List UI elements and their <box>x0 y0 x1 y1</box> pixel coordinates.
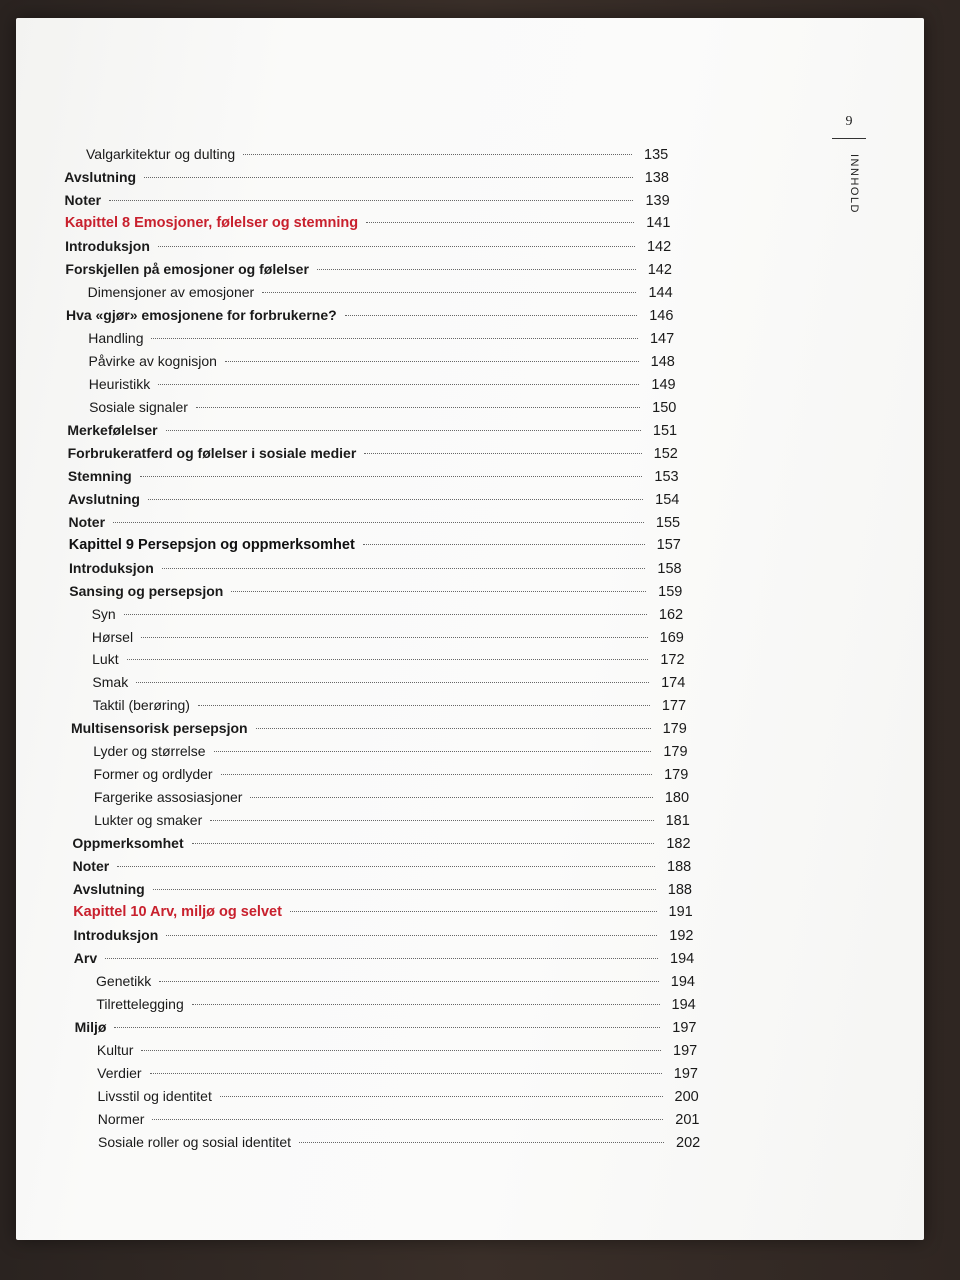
toc-page-number: 172 <box>660 652 685 669</box>
toc-page-number: 151 <box>652 422 678 439</box>
toc-page-number: 169 <box>659 629 684 646</box>
toc-page-number: 194 <box>670 951 695 968</box>
toc-entry-label: Avslutning <box>68 490 140 507</box>
toc-page-number: 188 <box>667 859 692 876</box>
toc-entry-label: Handling <box>88 329 144 346</box>
toc-page-number: 159 <box>658 583 683 600</box>
dot-leader <box>140 476 643 477</box>
toc-page-number: 150 <box>652 399 677 416</box>
toc-entry <box>98 1111 706 1131</box>
dot-leader <box>196 407 640 408</box>
dot-leader <box>166 430 641 431</box>
toc-entry <box>86 146 674 166</box>
toc-chapter-heading <box>65 215 676 235</box>
toc-entry-label: Merkefølelser <box>67 421 158 438</box>
toc-entry-label: Introduksjon <box>73 927 159 944</box>
toc-page-number: 147 <box>649 330 675 347</box>
toc-page-number: 179 <box>664 767 689 784</box>
dot-leader <box>231 591 646 592</box>
toc-entry-label: Forskjellen på emosjoner og følelser <box>65 260 309 277</box>
toc-entry <box>69 560 687 580</box>
toc-entry-label: Valgarkitektur og dulting <box>86 146 236 162</box>
toc-entry-label: Normer <box>97 1111 145 1128</box>
toc-page-number: 194 <box>671 997 696 1014</box>
toc-page-number: 201 <box>675 1112 700 1129</box>
toc-entry-label: Introduksjon <box>65 237 150 254</box>
toc-entry-label: Hva «gjør» emosjonene for forbrukerne? <box>65 306 337 323</box>
toc-entry <box>94 789 695 809</box>
toc-page-number: 162 <box>658 606 684 623</box>
dot-leader <box>214 751 652 752</box>
toc-entry-label: Avslutning <box>72 881 145 898</box>
toc-page-number: 142 <box>646 238 672 255</box>
toc-entry-label: Tilrettelegging <box>96 996 184 1013</box>
toc-entry-label: Dimensjoner av emosjoner <box>87 283 255 300</box>
toc-entry <box>94 766 695 786</box>
toc-page-number: 191 <box>668 904 693 921</box>
toc-entry-label: Oppmerksomhet <box>72 835 184 852</box>
toc-entry-label: Påvirke av kognisjon <box>88 352 217 369</box>
dot-leader <box>243 154 632 155</box>
toc-entry <box>88 284 679 304</box>
dot-leader <box>151 338 637 339</box>
toc-page-number: 146 <box>649 307 674 324</box>
toc-entry <box>64 169 674 189</box>
toc-page-number: 179 <box>662 721 687 738</box>
toc-entry-label: Fargerike assosiasjoner <box>93 789 243 806</box>
toc-entry <box>93 697 692 717</box>
toc-entry-label: Lyder og størrelse <box>93 743 206 760</box>
toc-entry-label: Stemning <box>67 467 132 484</box>
toc-entry <box>97 1088 704 1108</box>
toc-entry <box>96 996 701 1016</box>
toc-entry <box>89 399 682 419</box>
toc-entry-label: Arv <box>73 950 98 967</box>
toc-entry <box>93 743 693 763</box>
toc-entry <box>89 353 681 373</box>
toc-entry-label: Kapittel 8 Emosjoner, følelser og stemning <box>64 214 359 231</box>
dot-leader <box>153 889 656 890</box>
dot-leader <box>141 1050 661 1051</box>
toc-entry-label: Lukter og smaker <box>94 812 203 829</box>
toc-page-number: 197 <box>673 1043 698 1060</box>
toc-entry <box>94 812 695 832</box>
toc-page-number: 144 <box>648 284 673 301</box>
toc-chapter-heading <box>73 904 698 924</box>
toc-entry <box>92 651 690 671</box>
dot-leader <box>152 1119 663 1120</box>
dot-leader <box>109 200 633 201</box>
toc-page-number: 149 <box>651 376 676 393</box>
dot-leader <box>363 544 645 545</box>
dot-leader <box>159 981 658 982</box>
toc-entry-label: Sosiale roller og sosial identitet <box>98 1134 291 1150</box>
toc-page-number: 182 <box>666 836 691 853</box>
dot-leader <box>192 1004 660 1005</box>
toc-entry <box>72 835 696 855</box>
toc-page-number: 158 <box>657 560 682 577</box>
dot-leader <box>113 522 644 523</box>
toc-entry <box>96 973 701 993</box>
toc-entry-label: Kapittel 9 Persepsjon og oppmerksomhet <box>68 536 355 553</box>
toc-entry <box>73 927 699 947</box>
dot-leader <box>117 866 655 867</box>
toc-entry <box>73 858 697 878</box>
dot-leader <box>166 935 657 936</box>
dot-leader <box>345 315 638 316</box>
toc-entry <box>92 674 691 694</box>
toc-page-number: 157 <box>656 536 681 553</box>
dot-leader <box>158 384 639 385</box>
toc-entry-label: Kultur <box>96 1042 134 1059</box>
dot-leader <box>158 246 635 247</box>
toc-page-number: 148 <box>650 353 675 370</box>
toc-entry-label: Genetikk <box>96 973 152 990</box>
toc-entry-label: Kapittel 10 Arv, miljø og selvet <box>73 904 282 921</box>
toc-page-number: 153 <box>654 468 679 485</box>
toc-entry-label: Syn <box>91 605 116 622</box>
dot-leader <box>250 797 652 798</box>
dot-leader <box>127 659 649 660</box>
toc-entry <box>69 583 688 603</box>
toc-page-number: 154 <box>655 491 680 508</box>
toc-page-number: 180 <box>664 790 690 807</box>
toc-entry <box>92 629 690 649</box>
dot-leader <box>150 1073 662 1074</box>
dot-leader <box>256 728 651 729</box>
toc-page-number: 188 <box>667 882 692 899</box>
toc-entry-label: Lukt <box>92 651 119 668</box>
toc-entry-label: Multisensorisk persepsjon <box>70 720 248 737</box>
toc-page-number: 197 <box>672 1020 697 1037</box>
dot-leader <box>192 843 655 844</box>
dot-leader <box>366 222 634 223</box>
dot-leader <box>114 1027 660 1028</box>
toc-page-number: 138 <box>644 169 669 186</box>
dot-leader <box>262 292 636 293</box>
toc-entry <box>67 422 683 442</box>
dot-leader <box>198 705 650 706</box>
toc-entry-label: Verdier <box>97 1065 142 1082</box>
toc-entry-label: Forbrukeratferd og følelser i sosiale medier <box>67 444 357 461</box>
toc-entry <box>92 606 689 626</box>
dot-leader <box>148 499 643 500</box>
toc-entry-label: Former og ordlyder <box>93 766 213 783</box>
toc-entry <box>97 1042 703 1062</box>
toc-page-number: 200 <box>674 1089 699 1106</box>
section-label: INNHOLD <box>848 154 860 215</box>
toc-page-number: 139 <box>645 192 670 209</box>
toc-entry-label: Avslutning <box>64 168 137 185</box>
toc-page-number: 202 <box>676 1135 701 1151</box>
dot-leader <box>162 568 646 569</box>
toc-entry <box>98 1134 706 1154</box>
toc-entry-label: Heuristikk <box>88 375 151 392</box>
toc-entry <box>68 491 685 511</box>
toc-entry <box>66 307 679 327</box>
toc-entry <box>73 881 698 901</box>
dot-leader <box>290 911 657 912</box>
page-number: 9 <box>845 114 853 129</box>
toc-page-number: 135 <box>644 147 669 163</box>
dot-leader <box>210 820 653 821</box>
dot-leader <box>317 269 636 270</box>
toc-entry <box>88 330 680 350</box>
toc-entry <box>74 950 700 970</box>
toc-chapter-heading <box>69 537 687 557</box>
dot-leader <box>136 682 649 683</box>
toc-page-number: 152 <box>653 445 678 462</box>
toc-page-number: 194 <box>670 974 695 991</box>
toc-page-number: 192 <box>669 928 694 945</box>
toc-entry-label: Livsstil og identitet <box>97 1088 212 1105</box>
dot-leader <box>141 637 648 638</box>
toc-entry <box>68 514 685 534</box>
toc-page-number: 197 <box>673 1066 698 1083</box>
toc-entry <box>68 445 684 465</box>
toc-page-number: 141 <box>646 214 671 231</box>
toc-entry-label: Noter <box>72 858 110 875</box>
dot-leader <box>105 958 658 959</box>
dot-leader <box>225 361 639 362</box>
toc-entry <box>75 1019 703 1039</box>
toc-entry <box>68 468 685 488</box>
toc-entry-label: Miljø <box>74 1019 107 1036</box>
toc-entry-label: Smak <box>92 674 129 691</box>
dot-leader <box>299 1142 664 1143</box>
dot-leader <box>221 774 653 775</box>
toc-page-number: 174 <box>661 675 686 692</box>
toc-entry <box>65 192 676 212</box>
dot-leader <box>220 1096 663 1097</box>
toc-entry-label: Noter <box>68 513 106 530</box>
toc-entry <box>97 1065 704 1085</box>
toc-entry-label: Sosiale signaler <box>89 398 188 415</box>
toc-entry-label: Introduksjon <box>69 559 154 576</box>
toc-entry-label: Sansing og persepsjon <box>69 582 224 599</box>
toc-page-number: 142 <box>647 261 672 278</box>
toc-page-number: 181 <box>665 813 690 830</box>
toc-entry <box>71 720 693 740</box>
toc-page-number: 177 <box>661 698 687 715</box>
toc-entry <box>89 376 682 396</box>
toc-entry <box>65 238 677 258</box>
table-of-contents <box>16 18 924 1240</box>
toc-entry-label: Noter <box>64 191 102 208</box>
toc-entry <box>65 261 677 281</box>
toc-page-number: 179 <box>663 744 688 761</box>
dot-leader <box>364 453 641 454</box>
toc-entry-label: Taktil (berøring) <box>92 697 190 714</box>
book-page <box>16 18 924 1240</box>
dot-leader <box>124 614 647 615</box>
toc-page-number: 155 <box>655 514 681 531</box>
dot-leader <box>144 177 633 178</box>
toc-entry-label: Hørsel <box>91 628 134 645</box>
